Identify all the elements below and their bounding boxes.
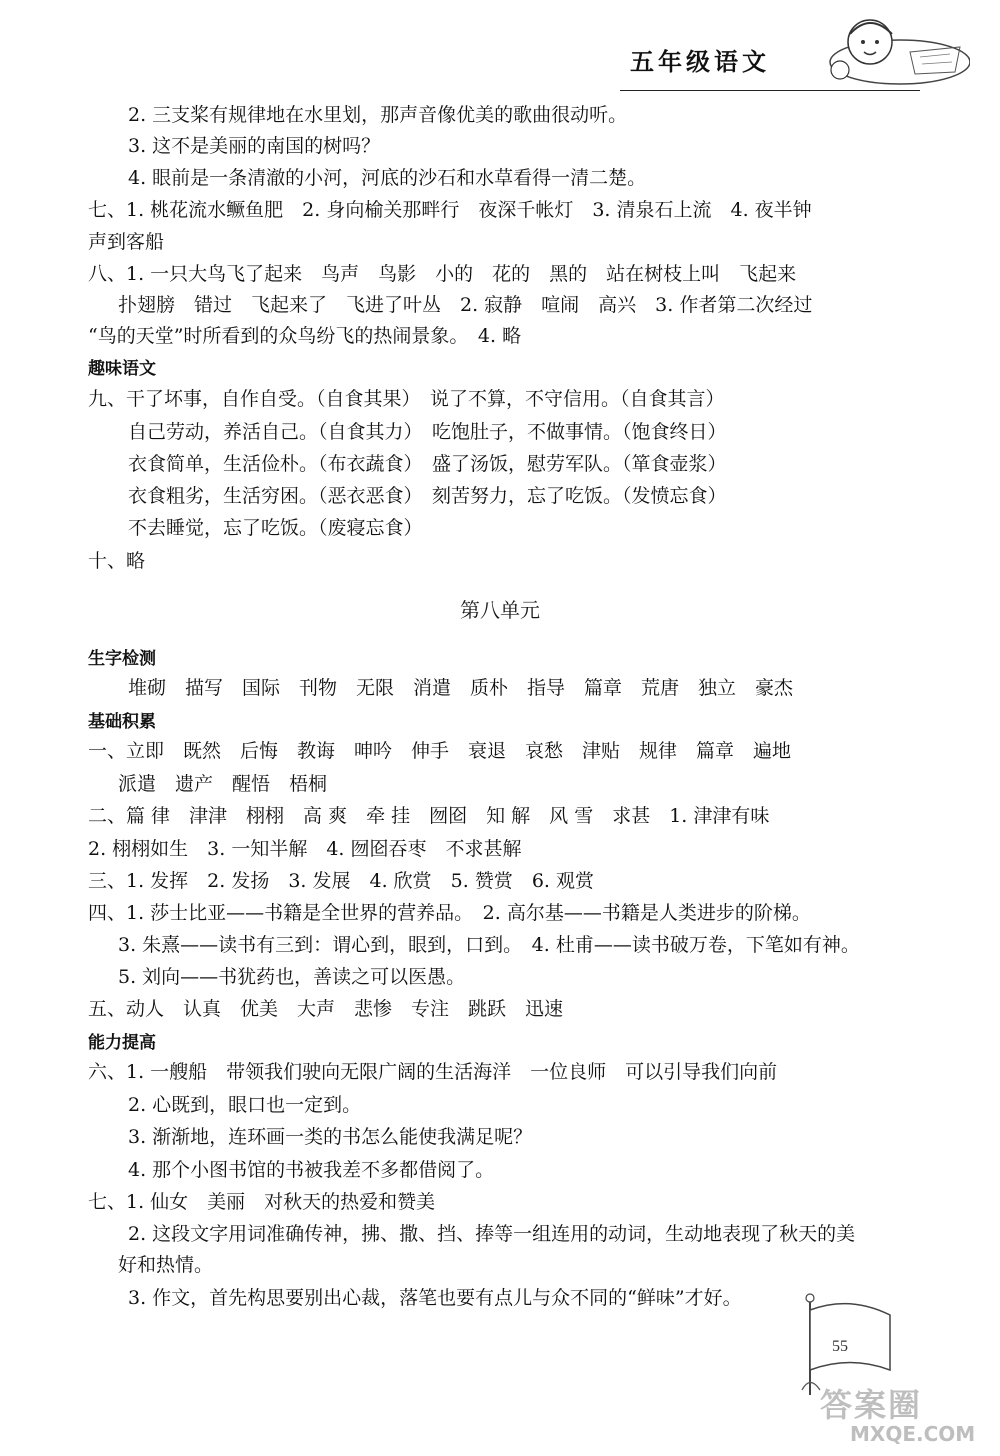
watermark-domain: MXQE.COM	[850, 1422, 976, 1446]
answer-line: 2. 心既到，眼口也一定到。	[128, 1094, 362, 1116]
answer-line: 衣食简单，生活俭朴。（布衣蔬食） 盛了汤饭，慰劳军队。（箪食壶浆）	[128, 453, 727, 475]
answer-line: 不去睡觉，忘了吃饭。（废寝忘食）	[128, 517, 423, 539]
answer-line: 衣食粗劣，生活穷困。（恶衣恶食） 刻苦努力，忘了吃饭。（发愤忘食）	[128, 485, 727, 507]
answer-line: 3. 朱熹——读书有三到：谓心到，眼到，口到。 4. 杜甫——读书破万卷，下笔如有神。	[118, 934, 860, 956]
answer-line: 4. 眼前是一条清澈的小河，河底的沙石和水草看得一清二楚。	[128, 167, 647, 189]
answer-line: 一、立即 既然 后悔 教诲 呻吟 伸手 衰退 哀愁 津贴 规律 篇章 遍地	[88, 740, 792, 762]
answer-line: 十、略	[88, 550, 146, 572]
answer-line: 4. 那个小图书馆的书被我差不多都借阅了。	[128, 1159, 495, 1181]
answer-line: 七、1. 桃花流水鳜鱼肥 2. 身向榆关那畔行 夜深千帐灯 3. 清泉石上流 4. 夜半钟	[88, 199, 812, 221]
watermark-main: 答案圈	[820, 1386, 923, 1424]
answer-line: 八、1. 一只大鸟飞了起来 鸟声 鸟影 小的 花的 黑的 站在树枝上叫 飞起来	[88, 263, 797, 285]
answer-line: 2. 这段文字用词准确传神，拂、撒、挡、捧等一组连用的动词，生动地表现了秋天的美	[128, 1223, 856, 1245]
answer-line: 九、干了坏事，自作自受。（自食其果） 说了不算，不守信用。（自食其言）	[88, 388, 725, 410]
page-header	[620, 30, 980, 100]
answer-line: 3. 这不是美丽的南国的树吗？	[128, 135, 381, 157]
answer-line: 派遣 遗产 醒悟 梧桐	[118, 773, 328, 795]
answer-line: 堆砌 描写 国际 刊物 无限 消遣 质朴 指导 篇章 荒唐 独立 豪杰	[128, 677, 794, 699]
answer-line: 3. 渐渐地，连环画一类的书怎么能使我满足呢？	[128, 1126, 533, 1148]
section-heading: 趣味语文	[88, 359, 156, 379]
answer-line: 七、1. 仙女 美丽 对秋天的热爱和赞美	[88, 1191, 436, 1213]
answer-line: 3. 作文，首先构思要别出心裁，落笔也要有点儿与众不同的“鲜味”才好。	[128, 1287, 742, 1309]
answer-line: 三、1. 发挥 2. 发扬 3. 发展 4. 欣赏 5. 赞赏 6. 观赏	[88, 870, 595, 892]
answer-line: 声到客船	[88, 231, 165, 253]
answer-line: 扑翅膀 错过 飞起来了 飞进了叶丛 2. 寂静 喧闹 高兴 3. 作者第二次经过	[118, 294, 813, 316]
answer-line: 自己劳动，养活自己。（自食其力） 吃饱肚子，不做事情。（饱食终日）	[128, 421, 727, 443]
page-number: 55	[832, 1338, 848, 1355]
answer-line: 二、篇 律 津津 栩栩 高 爽 牵 挂 囫囵 知 解 风 雪 求甚 1. 津津有味	[88, 805, 770, 827]
answer-line: 五、动人 认真 优美 大声 悲惨 专注 跳跃 迅速	[88, 998, 564, 1020]
child-illustration-icon	[810, 12, 970, 92]
answer-line: 四、1. 莎士比亚——书籍是全世界的营养品。 2. 高尔基——书籍是人类进步的阶梯。	[88, 902, 811, 924]
answer-line: 好和热情。	[118, 1254, 214, 1276]
section-heading: 生字检测	[88, 649, 156, 669]
header-title: 五年级语文	[630, 47, 770, 76]
unit-title: 第八单元	[460, 598, 540, 622]
section-heading: 基础积累	[88, 712, 156, 732]
answer-line: 5. 刘向——书犹药也，善读之可以医愚。	[118, 966, 466, 988]
answer-line: 六、1. 一艘船 带领我们驶向无限广阔的生活海洋 一位良师 可以引导我们向前	[88, 1061, 778, 1083]
answer-line: “鸟的天堂”时所看到的众鸟纷飞的热闹景象。 4. 略	[88, 325, 522, 347]
answer-line: 2. 三支桨有规律地在水里划，那声音像优美的歌曲很动听。	[128, 104, 628, 126]
answer-line: 2. 栩栩如生 3. 一知半解 4. 囫囵吞枣 不求甚解	[88, 838, 522, 860]
section-heading: 能力提高	[88, 1033, 156, 1053]
watermark	[800, 1380, 990, 1450]
